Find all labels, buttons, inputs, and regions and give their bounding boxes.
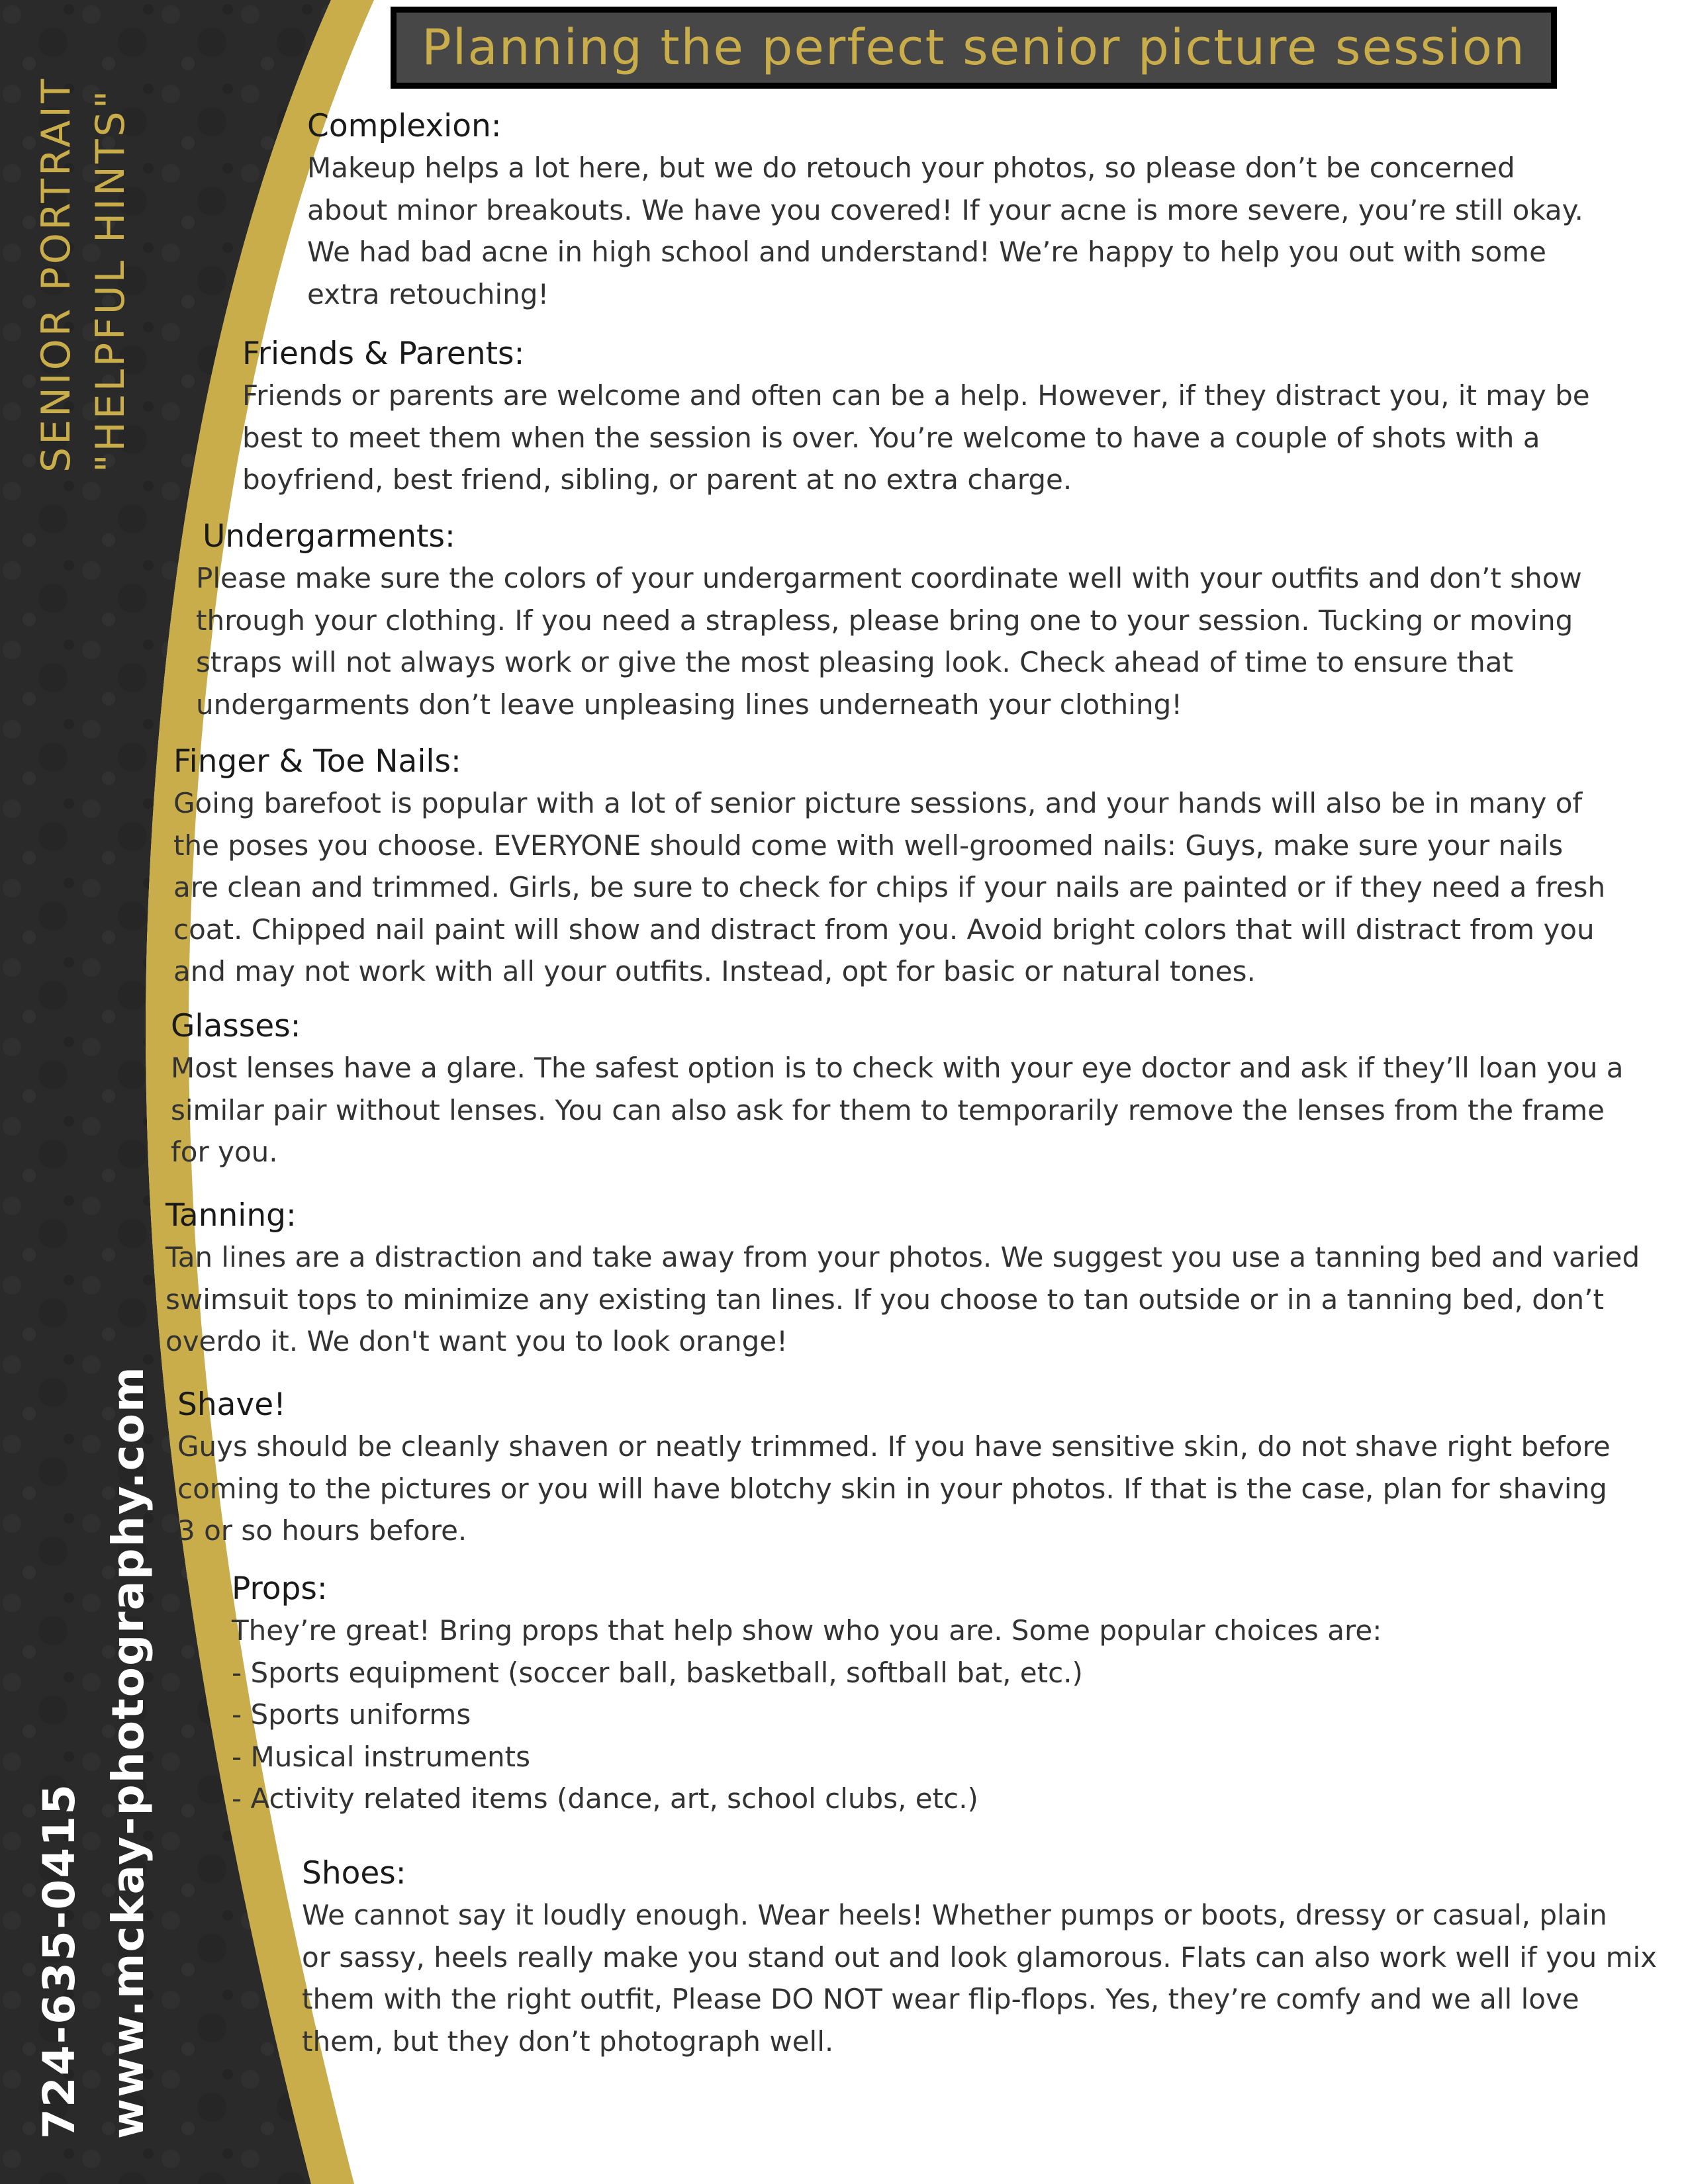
page-title: Planning the perfect senior picture session — [422, 19, 1526, 76]
section-line: Please make sure the colors of your undergarment coordinate well with your outfits and don’t show — [196, 562, 1582, 594]
list-item: - Sports equipment (soccer ball, basketball, softball bat, etc.) — [232, 1656, 1083, 1689]
section-props — [232, 1569, 1382, 1820]
sidebar-title-line1: SENIOR PORTRAIT — [33, 76, 79, 473]
section-heading: Complexion: — [307, 108, 502, 144]
section-line: or sassy, heels really make you stand out and look glamorous. Flats can also work well if you mix — [302, 1940, 1658, 1974]
section-line: straps will not always work or give the most pleasing look. Check ahead of time to ensure that — [196, 646, 1513, 678]
section-line: We had bad acne in high school and understand! We’re happy to help you out with some — [307, 236, 1546, 268]
section-line: them, but they don’t photograph well. — [302, 2025, 834, 2058]
title-banner — [391, 7, 1557, 89]
sidebar-title — [29, 76, 138, 473]
section-line: Friends or parents are welcome and often can be a help. However, if they distract you, it may be — [242, 379, 1590, 412]
section-heading: Tanning: — [165, 1197, 297, 1234]
section-line: Most lenses have a glare. The safest option is to check with your eye doctor and ask if they’ll loan you a — [171, 1052, 1624, 1084]
section-heading: Friends & Parents: — [242, 336, 525, 372]
section-line: coat. Chipped nail paint will show and distract from you. Avoid bright colors that will distract from you — [173, 913, 1595, 946]
section-heading: Props: — [232, 1570, 328, 1607]
section-line: Guys should be cleanly shaven or neatly trimmed. If you have sensitive skin, do not shave right before — [177, 1430, 1611, 1463]
section-shave — [177, 1385, 1611, 1552]
sidebar-contact — [25, 1365, 163, 2139]
section-heading: Shoes: — [302, 1855, 406, 1891]
section-line: for you. — [171, 1136, 278, 1168]
section-friends-parents — [242, 334, 1590, 501]
website-url: www.mckay-photography.com — [103, 1365, 154, 2139]
section-line: and may not work with all your outfits. Instead, opt for basic or natural tones. — [173, 955, 1256, 987]
section-line: swimsuit tops to minimize any existing tan lines. If you choose to tan outside or in a tanning bed, don’t — [165, 1283, 1604, 1316]
section-line: similar pair without lenses. You can also ask for them to temporarily remove the lenses from the frame — [171, 1093, 1605, 1126]
section-glasses — [171, 1006, 1623, 1173]
section-heading: Shave! — [177, 1387, 286, 1423]
section-undergarments — [196, 516, 1582, 725]
section-shoes — [302, 1853, 1657, 2062]
section-line: undergarments don’t leave unpleasing lines underneath your clothing! — [196, 688, 1183, 721]
section-intro: They’re great! Bring props that help show who you are. Some popular choices are: — [232, 1614, 1382, 1647]
section-heading: Glasses: — [171, 1008, 301, 1044]
section-line: them with the right outfit, Please DO NOT wear flip-flops. Yes, they’re comfy and we all love — [302, 1983, 1579, 2015]
props-list — [232, 1652, 1382, 1820]
section-line: best to meet them when the session is over. You’re welcome to have a couple of shots with a — [242, 421, 1540, 454]
section-heading: Undergarments: — [203, 518, 455, 555]
section-line: are clean and trimmed. Girls, be sure to check for chips if your nails are painted or if they need a fresh — [173, 871, 1606, 903]
section-tanning — [165, 1195, 1640, 1363]
section-line: 3 or so hours before. — [177, 1514, 467, 1547]
section-line: through your clothing. If you need a strapless, please bring one to your session. Tucking or moving — [196, 604, 1573, 637]
section-line: Makeup helps a lot here, but we do retouch your photos, so please don’t be concerned — [307, 152, 1515, 184]
section-line: extra retouching! — [307, 277, 549, 310]
section-line: boyfriend, best friend, sibling, or parent at no extra charge. — [242, 463, 1072, 496]
section-finger-toe-nails — [173, 741, 1605, 993]
section-heading: Finger & Toe Nails: — [173, 743, 461, 780]
section-complexion — [307, 106, 1583, 315]
sidebar-title-line2: "HELPFUL HINTS" — [87, 87, 134, 473]
section-line: coming to the pictures or you will have blotchy skin in your photos. If that is the case, plan for shaving — [177, 1472, 1607, 1505]
section-line: Tan lines are a distraction and take away from your photos. We suggest you use a tanning bed and varied — [165, 1241, 1640, 1273]
section-line: about minor breakouts. We have you covered! If your acne is more severe, you’re still okay. — [307, 193, 1583, 226]
phone-number: 724-635-0415 — [34, 1782, 85, 2139]
list-item: - Musical instruments — [232, 1740, 531, 1773]
section-line: overdo it. We don't want you to look orange! — [165, 1325, 788, 1357]
list-item: - Activity related items (dance, art, school clubs, etc.) — [232, 1782, 978, 1815]
section-line: Going barefoot is popular with a lot of senior picture sessions, and your hands will also be in many of — [173, 787, 1583, 819]
section-line: the poses you choose. EVERYONE should come with well-groomed nails: Guys, make sure your nails — [173, 829, 1564, 862]
section-line: We cannot say it loudly enough. Wear heels! Whether pumps or boots, dressy or casual, plain — [302, 1899, 1607, 1931]
list-item: - Sports uniforms — [232, 1698, 471, 1731]
